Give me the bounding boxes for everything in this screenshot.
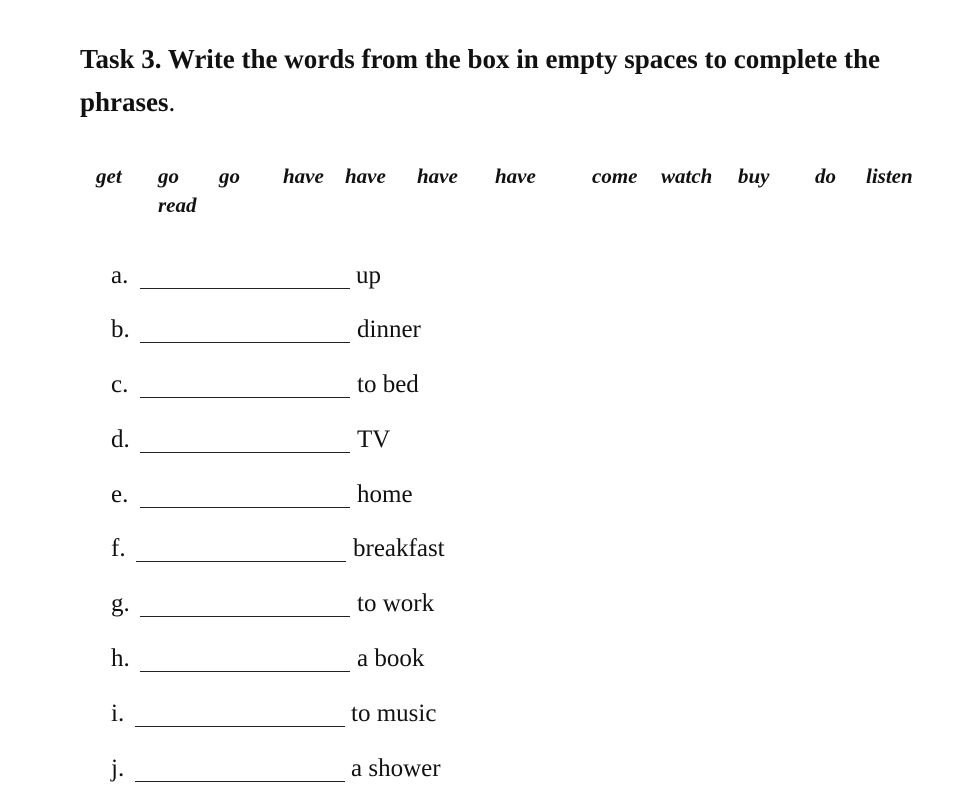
item-phrase: to music [351, 700, 437, 727]
answer-blank[interactable] [140, 507, 350, 508]
task-title-text: Task 3. Write the words from the box in empty spaces to complete the phrases [80, 44, 880, 117]
item-phrase: to bed [357, 371, 419, 398]
exercise-item [0, 425, 972, 459]
word-box-item: read [158, 193, 197, 217]
item-phrase: up [356, 262, 381, 289]
item-phrase: to work [357, 590, 435, 617]
item-phrase: a shower [351, 755, 441, 782]
exercise-item [0, 644, 972, 678]
answer-blank[interactable] [140, 616, 350, 617]
exercise-item [0, 699, 972, 733]
word-box-item: have [283, 164, 324, 188]
answer-blank[interactable] [140, 342, 350, 343]
item-letter: c. [111, 371, 129, 398]
word-box-item: buy [738, 164, 770, 188]
item-phrase: a book [357, 645, 425, 672]
item-phrase: dinner [357, 316, 421, 343]
item-letter: f. [111, 535, 126, 562]
word-box-item: come [592, 164, 638, 188]
task-title [80, 38, 940, 124]
item-phrase: home [357, 481, 413, 508]
word-box-item: have [495, 164, 536, 188]
exercise-item [0, 370, 972, 404]
answer-blank[interactable] [140, 452, 350, 453]
answer-blank[interactable] [140, 671, 350, 672]
word-box-item: go [158, 164, 179, 188]
word-box-item: go [219, 164, 240, 188]
exercise-item [0, 754, 972, 788]
word-box-item: watch [661, 164, 713, 188]
word-box-item: get [96, 164, 122, 188]
item-letter: g. [111, 590, 130, 617]
item-letter: j. [111, 755, 125, 782]
answer-blank[interactable] [135, 781, 345, 782]
item-letter: a. [111, 262, 129, 289]
word-box-item: listen [866, 164, 913, 188]
item-letter: i. [111, 700, 125, 727]
answer-blank[interactable] [136, 561, 346, 562]
item-letter: d. [111, 426, 130, 453]
item-letter: b. [111, 316, 130, 343]
item-phrase: TV [357, 426, 391, 453]
word-box-item: have [417, 164, 458, 188]
word-box-item: do [815, 164, 836, 188]
task-title-period: . [168, 87, 176, 117]
exercise-item [0, 261, 972, 295]
answer-blank[interactable] [135, 726, 345, 727]
answer-blank[interactable] [140, 288, 350, 289]
exercise-item [0, 315, 972, 349]
item-letter: e. [111, 481, 129, 508]
item-letter: h. [111, 645, 130, 672]
exercise-item [0, 480, 972, 514]
answer-blank[interactable] [140, 397, 350, 398]
word-box-item: have [345, 164, 386, 188]
exercise-item [0, 534, 972, 568]
item-phrase: breakfast [353, 535, 445, 562]
exercise-item [0, 589, 972, 623]
